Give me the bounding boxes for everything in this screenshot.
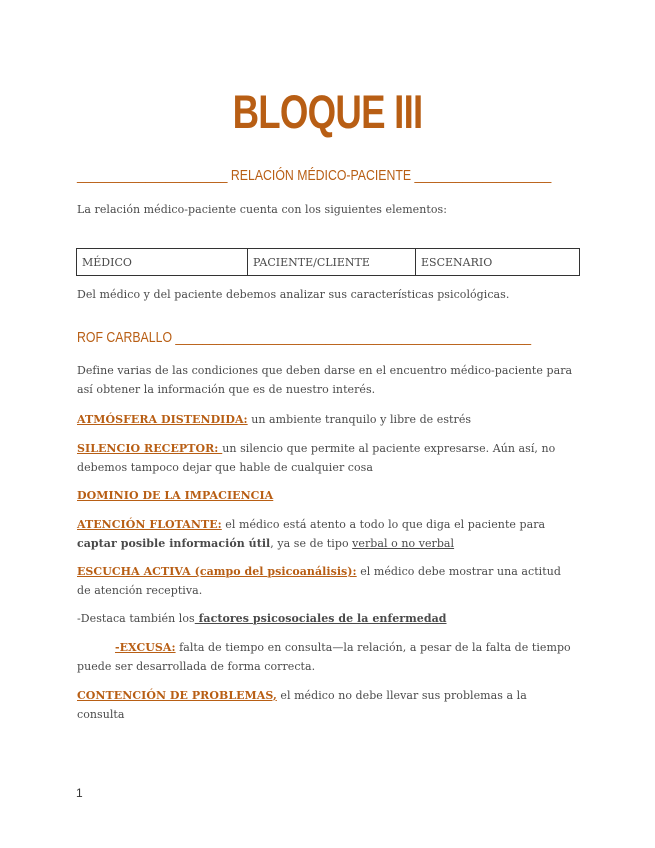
term-excusa: -EXCUSA:: [115, 641, 176, 654]
item-atencion: [77, 515, 577, 553]
relacion-intro: La relación médico-paciente cuenta con los siguientes elementos:: [77, 203, 447, 216]
text-atencion-underlined: verbal o no verbal: [352, 537, 455, 550]
item-destaca: [77, 609, 577, 628]
relacion-after-table: Del médico y del paciente debemos analizar sus características psicológicas.: [77, 288, 510, 301]
text-atencion-bold: captar posible información útil: [77, 537, 271, 550]
term-escucha: ESCUCHA ACTIVA (campo del psicoanálisis):: [77, 565, 357, 578]
item-contencion: [77, 686, 577, 724]
text-atencion-a: el médico está atento a todo lo que diga el paciente para: [221, 518, 546, 531]
table-cell-paciente: PACIENTE/CLIENTE: [248, 249, 416, 276]
text-destaca: -Destaca también los: [77, 612, 195, 625]
section-heading-rof: ROF CARBALLO ____________________________________________________: [77, 329, 532, 346]
item-escucha: [77, 562, 577, 600]
term-dominio: DOMINIO DE LA IMPACIENCIA: [77, 489, 274, 502]
elements-table: [76, 248, 580, 276]
text-destaca-bold: factores psicosociales de la enfermedad: [194, 612, 447, 625]
item-silencio: [77, 439, 577, 477]
term-silencio: SILENCIO RECEPTOR:: [77, 442, 223, 455]
text-contencion: el médico no debe llevar sus problemas a la consulta: [77, 689, 527, 721]
document-title: BLOQUE III: [232, 85, 423, 138]
term-contencion: CONTENCIÓN DE PROBLEMAS,: [77, 689, 277, 702]
term-atmosfera: ATMÓSFERA DISTENDIDA:: [77, 413, 248, 426]
item-excusa: [77, 638, 577, 676]
table-cell-medico: MÉDICO: [77, 249, 248, 276]
table-row: [77, 249, 580, 276]
page-number: 1: [76, 786, 83, 800]
text-escucha: el médico debe mostrar una actitud de atención receptiva.: [77, 565, 561, 597]
item-atmosfera: [77, 410, 577, 429]
term-atencion: ATENCIÓN FLOTANTE:: [77, 518, 222, 531]
text-excusa: falta de tiempo en consulta—la relación, a pesar de la falta de tiempo puede ser desarrollada de forma correcta.: [77, 641, 571, 673]
text-atencion-b: , ya se de tipo: [270, 537, 353, 550]
rof-intro: Define varias de las condiciones que deben darse en el encuentro médico-paciente para así obtener la información que es de nuestro interés.: [77, 364, 573, 396]
section-heading-relacion: ______________________ RELACIÓN MÉDICO-PACIENTE ____________________: [77, 167, 552, 184]
text-atmosfera: un ambiente tranquilo y libre de estrés: [247, 413, 472, 426]
item-dominio: [77, 486, 577, 505]
table-cell-escenario: ESCENARIO: [416, 249, 580, 276]
text-silencio: un silencio que permite al paciente expresarse. Aún así, no debemos tampoco dejar que hable de cualquier cosa: [77, 442, 556, 474]
